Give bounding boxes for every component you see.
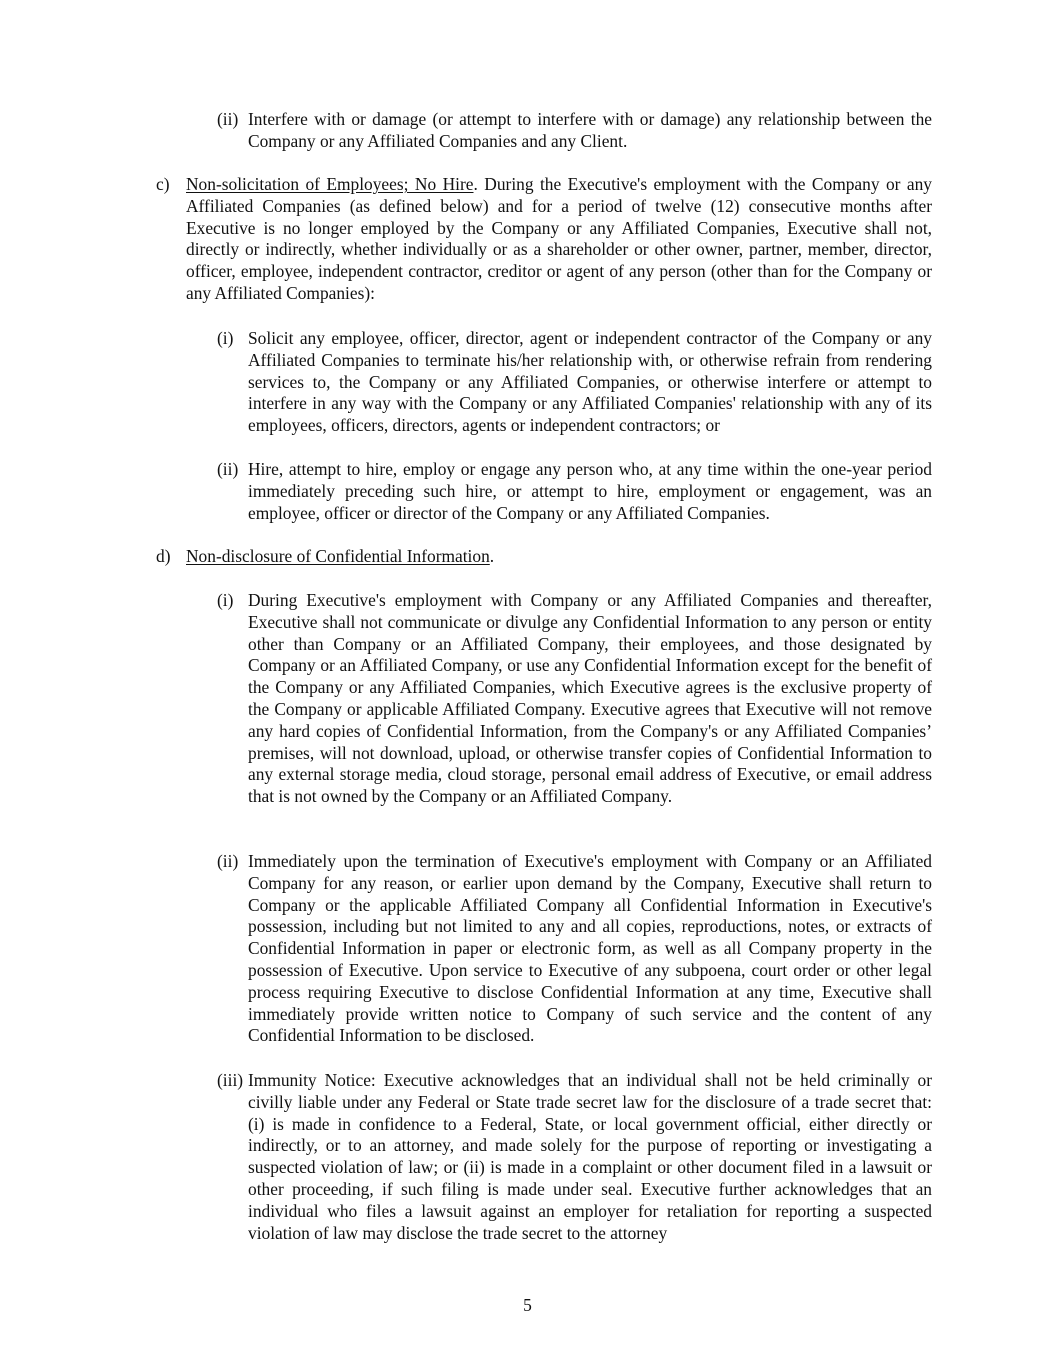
section-text: . During the Executive's employment with the Company or any Affiliated Companies (as defined below) and for a period of twelve (12) consecutive months after Executive is no longer employed by the Company or any Affiliated Companies, Executive shall not, directly or indirectly, whether individually or as a shareholder or other owner, partner, member, director, officer, employee, independent contractor, creditor or agent of any person (other than for the Company or any Affiliated Companies): [186, 174, 932, 303]
item-number: (ii) [217, 109, 239, 129]
item-number: (ii) [217, 851, 239, 871]
item-text: Interfere with or damage (or attempt to interfere with or damage) any relationship between the Company or any Affiliated Companies and any Client. [248, 109, 932, 151]
item-text: Solicit any employee, officer, director, agent or independent contractor of the Company or any Affiliated Companies to terminate his/her relationship with, or otherwise refrain from rendering services to, the Company or any Affiliated Companies, or otherwise interfere or attempt to interfere in any way with the Company or any Affiliated Companies' relationship with any of its employees, officers, directors, agents or independent contractors; or [248, 328, 932, 436]
section-letter: c) [156, 174, 170, 194]
item-number: (i) [217, 328, 234, 348]
section-heading: Non-solicitation of Employees; No Hire [186, 174, 474, 194]
list-item [217, 590, 932, 808]
list-item [217, 109, 932, 153]
section-paragraph [186, 174, 932, 305]
section-c [156, 174, 932, 305]
section-text: . [489, 546, 495, 566]
item-number: (ii) [217, 459, 239, 479]
section-heading: Non-disclosure of Confidential Information [186, 546, 490, 566]
list-item [217, 459, 932, 524]
page-number: 5 [523, 1295, 532, 1315]
item-text: Immunity Notice: Executive acknowledges that an individual shall not be held criminally or civilly liable under any Federal or State trade secret law for the disclosure of a trade secret that: (i) is made in confidence to a Federal, State, or local government official, either directly or indirectly, or to an attorney, and made solely for the purpose of reporting or investigating a suspected violation of law; or (ii) is made in a complaint or other document filed in a lawsuit or other proceeding, if such filing is made under seal. Executive further acknowledges that an individual who files a lawsuit against an employer for retaliation for reporting a suspected violation of law may disclose the trade secret to the attorney [248, 1070, 932, 1243]
item-text: During Executive's employment with Company or any Affiliated Companies and thereafter, Executive shall not communicate or divulge any Confidential Information to any person or entity other than Company or an Affiliated Company, their employees, and those designated by Company or an Affiliated Company, or use any Confidential Information except for the benefit of the Company or any Affiliated Companies, which Executive agrees is the exclusive property of the Company or applicable Affiliated Company. Executive agrees that Executive will not remove any hard copies of Confidential Information, from the Company's or any Affiliated Companies’ premises, will not download, upload, or otherwise transfer copies of Confidential Information to any external storage media, cloud storage, personal email address of Executive, or email address that is not owned by the Company or an Affiliated Company. [248, 590, 932, 807]
list-item [217, 1070, 932, 1244]
item-number: (iii) [217, 1070, 244, 1090]
section-letter: d) [156, 546, 171, 566]
item-text: Hire, attempt to hire, employ or engage any person who, at any time within the one-year period immediately preceding such hire, or attempt to hire, employment or engagement, was an employee, officer or director of the Company or any Affiliated Companies. [248, 459, 932, 523]
list-item [217, 851, 932, 1047]
item-text: Immediately upon the termination of Executive's employment with Company or an Affiliated Company for any reason, or earlier upon demand by the Company, Executive shall return to Company or the applicable Affiliated Company all Confidential Information in Executive's possession, including but not limited to any and all copies, reproductions, notes, or extracts of Confidential Information in paper or electronic form, as well as all Company property in the possession of Executive. Upon service to Executive of any subpoena, court order or other legal process requiring Executive to disclose Confidential Information at any time, Executive shall immediately provide written notice to Company of such service and the content of any Confidential Information to be disclosed. [248, 851, 932, 1046]
item-number: (i) [217, 590, 234, 610]
section-d [156, 546, 932, 568]
list-item [217, 328, 932, 437]
section-paragraph [186, 546, 932, 568]
